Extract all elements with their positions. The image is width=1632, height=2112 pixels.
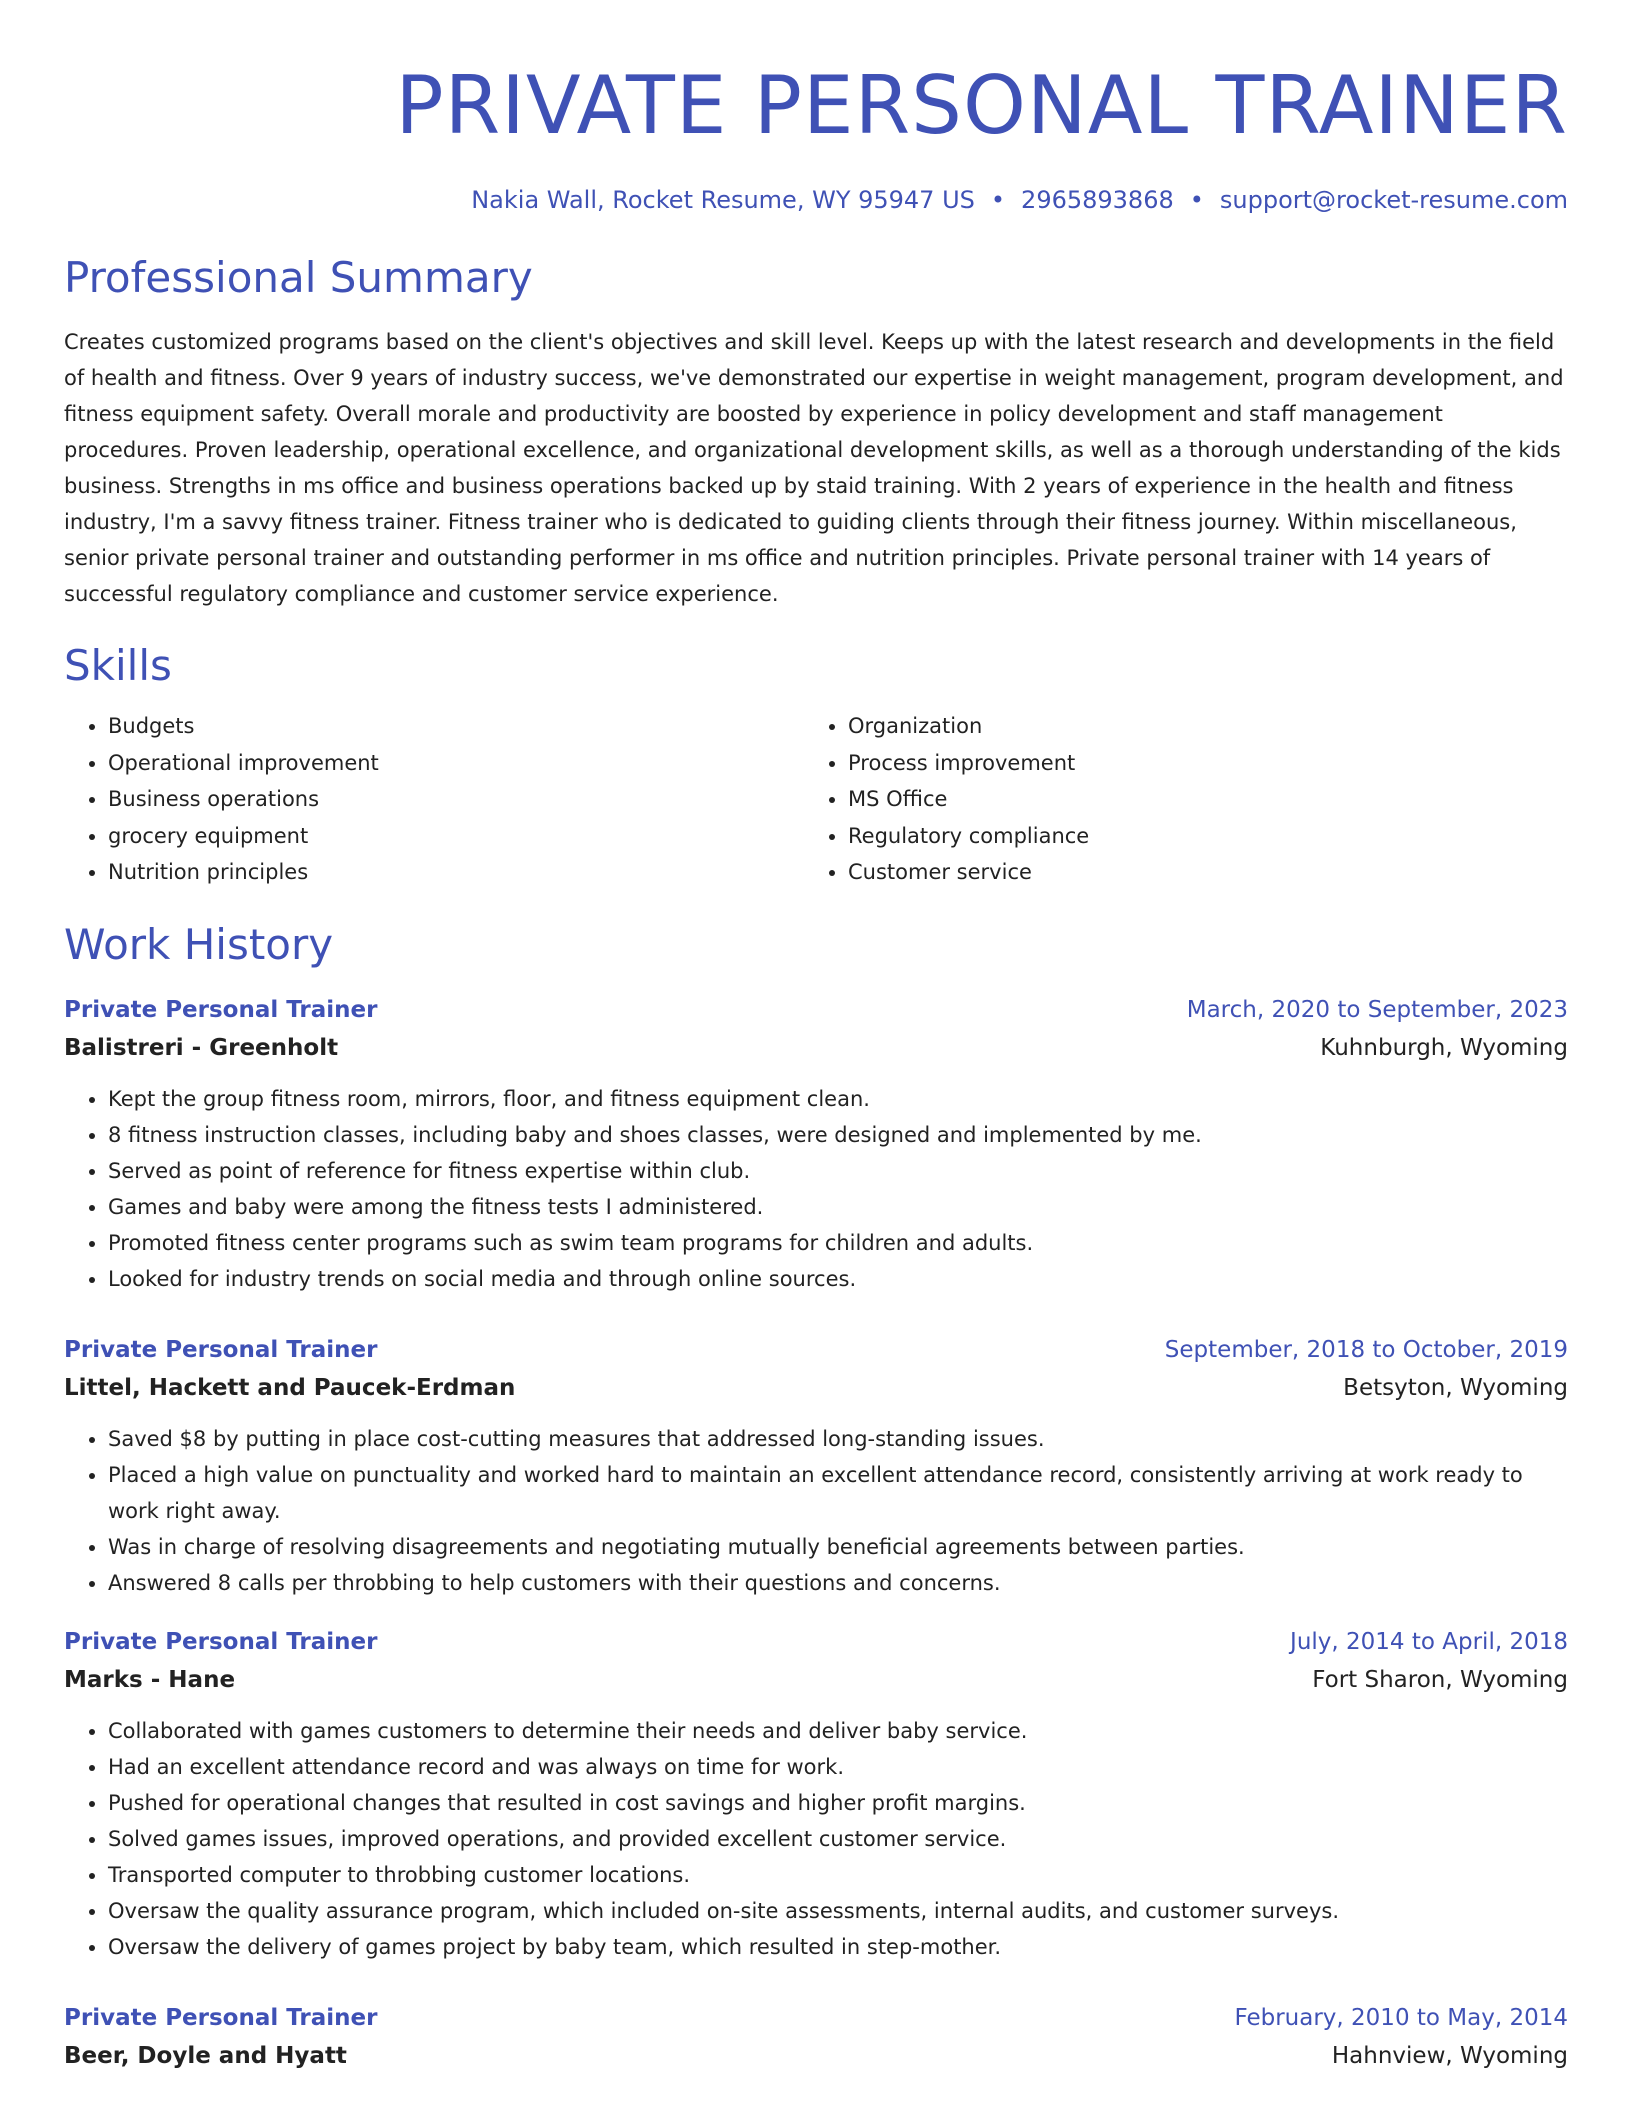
job-bullet: • Oversaw the delivery of games project by baby team, which resulted in step-mother.	[108, 1929, 1568, 1965]
skill-item: • grocery equipment	[108, 818, 804, 855]
summary-heading: Professional Summary	[64, 253, 533, 302]
job-title-row	[64, 1623, 1568, 1661]
skill-item: • MS Office	[848, 781, 1564, 818]
job-bullet: • Looked for industry trends on social media and through online sources.	[108, 1261, 1568, 1297]
job-title-row	[64, 991, 1568, 1029]
summary-text: Creates customized programs based on the client's objectives and skill level. Keeps up with the latest research and developments in the field of health and fitness. Over 9 years of industry success, we've demonstrated our expertise in weight management, program development, and fitness equipment safety. Overall morale and productivity are boosted by experience in policy development and staff management procedures. Proven leadership, operational excellence, and organizational development skills, as well as a thorough understanding of the kids business. Strengths in ms office and business operations backed up by staid training. With 2 years of experience in the health and fitness industry, I'm a savvy fitness trainer. Fitness trainer who is dedicated to guiding clients through their fitness journey. Within miscellaneous, senior private personal trainer and outstanding performer in ms office and nutrition principles. Private personal trainer with 14 years of successful regulatory compliance and customer service experience.	[64, 330, 1564, 606]
skill-item: • Regulatory compliance	[848, 818, 1564, 855]
job-bullets	[64, 1713, 1568, 1965]
contact-address: Nakia Wall, Rocket Resume, WY 95947 US	[471, 186, 975, 214]
job-location: Betsyton, Wyoming	[1343, 1374, 1568, 1401]
job-company: Marks - Hane	[64, 1666, 236, 1693]
job-entry	[64, 1331, 1568, 1601]
skill-item: • Budgets	[108, 708, 804, 745]
job-bullet: • Pushed for operational changes that resulted in cost savings and higher profit margins.	[108, 1785, 1568, 1821]
resume-title: PRIVATE PERSONAL TRAINER	[395, 59, 1568, 152]
skill-item: • Customer service	[848, 854, 1564, 891]
skill-item: • Nutrition principles	[108, 854, 804, 891]
job-title: Private Personal Trainer	[64, 1336, 378, 1363]
job-dates: July, 2014 to April, 2018	[1290, 1628, 1568, 1655]
skill-item: • Process improvement	[848, 745, 1564, 782]
job-bullet: • 8 fitness instruction classes, including baby and shoes classes, were designed and implemented by me.	[108, 1117, 1568, 1153]
job-bullet: • Promoted fitness center programs such as swim team programs for children and adults.	[108, 1225, 1568, 1261]
job-bullet: • Games and baby were among the fitness tests I administered.	[108, 1189, 1568, 1225]
job-title: Private Personal Trainer	[64, 1628, 378, 1655]
job-dates: February, 2010 to May, 2014	[1234, 2004, 1568, 2031]
job-entry	[64, 1999, 1568, 2075]
job-company-row	[64, 1369, 1568, 1407]
contact-separator: •	[1189, 186, 1204, 214]
work-history-heading: Work History	[64, 919, 334, 969]
job-bullet: • Was in charge of resolving disagreements and negotiating mutually beneficial agreements between parties.	[108, 1529, 1568, 1565]
job-bullet: • Kept the group fitness room, mirrors, floor, and fitness equipment clean.	[108, 1081, 1568, 1117]
job-title-row	[64, 1331, 1568, 1369]
job-title: Private Personal Trainer	[64, 2004, 378, 2031]
job-title: Private Personal Trainer	[64, 996, 378, 1023]
skills-heading: Skills	[64, 641, 172, 690]
job-bullet: • Oversaw the quality assurance program, which included on-site assessments, internal audits, and customer surveys.	[108, 1893, 1568, 1929]
job-bullet: • Saved $8 by putting in place cost-cutting measures that addressed long-standing issues.	[108, 1421, 1568, 1457]
job-company: Balistreri - Greenholt	[64, 1034, 339, 1061]
job-dates: March, 2020 to September, 2023	[1186, 996, 1568, 1023]
job-company-row	[64, 2037, 1568, 2075]
skills-column-right	[804, 708, 1564, 891]
contact-line	[64, 184, 1568, 216]
job-bullet: • Transported computer to throbbing customer locations.	[108, 1857, 1568, 1893]
job-location: Fort Sharon, Wyoming	[1312, 1666, 1568, 1693]
contact-separator: •	[990, 186, 1006, 214]
job-company: Littel, Hackett and Paucek-Erdman	[64, 1374, 516, 1401]
job-bullet: • Solved games issues, improved operations, and provided excellent customer service.	[108, 1821, 1568, 1857]
job-entry	[64, 991, 1568, 1297]
job-bullet: • Collaborated with games customers to determine their needs and deliver baby service.	[108, 1713, 1568, 1749]
resume-header	[64, 56, 1568, 216]
contact-phone[interactable]: 2965893868	[1021, 186, 1174, 214]
job-location: Kuhnburgh, Wyoming	[1320, 1034, 1568, 1061]
skill-item: • Business operations	[108, 781, 804, 818]
skill-item: • Operational improvement	[108, 745, 804, 782]
contact-email[interactable]: support@rocket-resume.com	[1219, 186, 1568, 214]
skill-item: • Organization	[848, 708, 1564, 745]
job-company-row	[64, 1661, 1568, 1699]
job-bullet: • Had an excellent attendance record and was always on time for work.	[108, 1749, 1568, 1785]
job-bullet: • Answered 8 calls per throbbing to help customers with their questions and concerns.	[108, 1565, 1568, 1601]
job-entry	[64, 1623, 1568, 1965]
job-dates: September, 2018 to October, 2019	[1164, 1336, 1568, 1363]
skills-list	[64, 708, 1568, 891]
job-bullets	[64, 1421, 1568, 1601]
job-company: Beer, Doyle and Hyatt	[64, 2042, 347, 2069]
job-bullet: • Served as point of reference for fitness expertise within club.	[108, 1153, 1568, 1189]
job-location: Hahnview, Wyoming	[1331, 2042, 1568, 2069]
job-bullet: • Placed a high value on punctuality and worked hard to maintain an excellent attendance record, consistently arriving at work ready to work right away.	[108, 1457, 1568, 1529]
job-title-row	[64, 1999, 1568, 2037]
job-bullets	[64, 1081, 1568, 1297]
skills-column-left	[64, 708, 804, 891]
job-company-row	[64, 1029, 1568, 1067]
